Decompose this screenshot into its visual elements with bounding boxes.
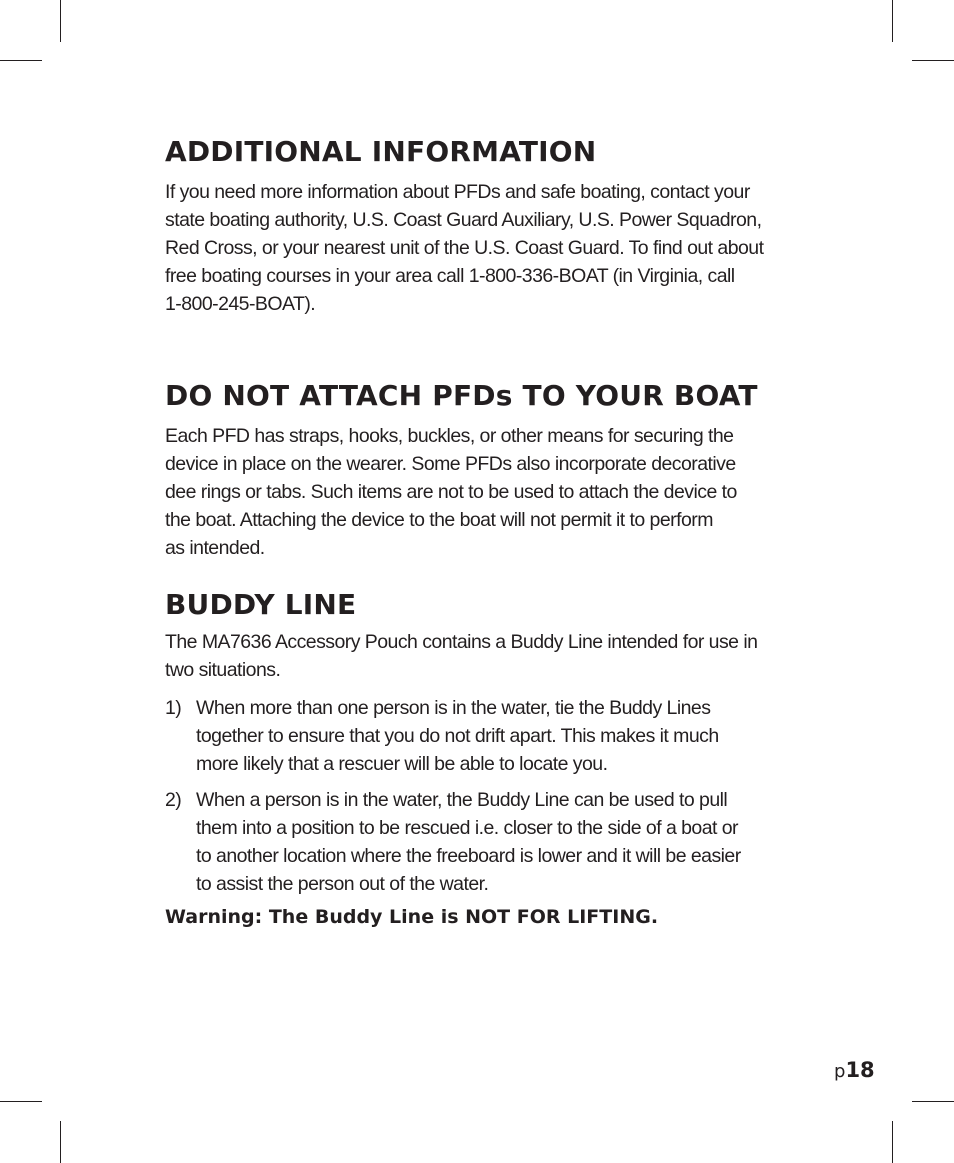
text-line: the boat. Attaching the device to the boat will not permit it to perform bbox=[165, 509, 713, 531]
text-line: When a person is in the water, the Buddy Line can be used to pull bbox=[196, 789, 728, 811]
text-line: device in place on the wearer. Some PFDs also incorporate decorative bbox=[165, 453, 736, 475]
text-line: When more than one person is in the water, tie the Buddy Lines bbox=[196, 697, 711, 719]
text-line: Red Cross, or your nearest unit of the U.S. Coast Guard. To find out about bbox=[165, 237, 764, 259]
crop-mark-top-right-horizontal bbox=[912, 60, 954, 61]
text-line: them into a position to be rescued i.e. closer to the side of a boat or bbox=[196, 817, 738, 839]
text-line: two situations. bbox=[165, 659, 281, 681]
page-number-value: 18 bbox=[845, 1058, 875, 1082]
text-line: more likely that a rescuer will be able to locate you. bbox=[196, 753, 608, 775]
buddy-line-warning: Warning: The Buddy Line is NOT FOR LIFTING. bbox=[165, 906, 659, 928]
crop-mark-bottom-right-horizontal bbox=[912, 1101, 954, 1102]
text-line: dee rings or tabs. Such items are not to be used to attach the device to bbox=[165, 481, 737, 503]
crop-mark-top-right-vertical bbox=[892, 0, 893, 42]
text-line: 1-800-245-BOAT). bbox=[165, 293, 316, 315]
list-item-number: 1) bbox=[165, 697, 182, 719]
crop-mark-bottom-left-vertical bbox=[60, 1121, 61, 1163]
buddy-line-heading: BUDDY LINE bbox=[165, 588, 357, 621]
text-line: The MA7636 Accessory Pouch contains a Buddy Line intended for use in bbox=[165, 631, 758, 653]
buddy-line-intro bbox=[165, 628, 825, 684]
additional-information-text bbox=[165, 178, 825, 318]
do-not-attach-heading: DO NOT ATTACH PFDs TO YOUR BOAT bbox=[165, 379, 758, 412]
page-number-prefix: p bbox=[834, 1061, 846, 1082]
text-line: to assist the person out of the water. bbox=[196, 873, 489, 895]
text-line: Each PFD has straps, hooks, buckles, or other means for securing the bbox=[165, 425, 734, 447]
text-line: free boating courses in your area call 1-800-336-BOAT (in Virginia, call bbox=[165, 265, 735, 287]
list-item-text bbox=[196, 786, 826, 898]
page-number bbox=[834, 1058, 875, 1082]
crop-mark-bottom-right-vertical bbox=[892, 1121, 893, 1163]
crop-mark-bottom-left-horizontal bbox=[0, 1101, 42, 1102]
text-line: to another location where the freeboard is lower and it will be easier bbox=[196, 845, 741, 867]
text-line: If you need more information about PFDs and safe boating, contact your bbox=[165, 181, 750, 203]
do-not-attach-text bbox=[165, 422, 825, 562]
text-line: as intended. bbox=[165, 537, 265, 559]
crop-mark-top-left-vertical bbox=[60, 0, 61, 42]
list-item-text bbox=[196, 694, 826, 778]
crop-mark-top-left-horizontal bbox=[0, 60, 42, 61]
list-item-number: 2) bbox=[165, 789, 182, 811]
text-line: state boating authority, U.S. Coast Guard Auxiliary, U.S. Power Squadron, bbox=[165, 209, 762, 231]
additional-information-heading: ADDITIONAL INFORMATION bbox=[165, 135, 597, 168]
text-line: together to ensure that you do not drift apart. This makes it much bbox=[196, 725, 719, 747]
